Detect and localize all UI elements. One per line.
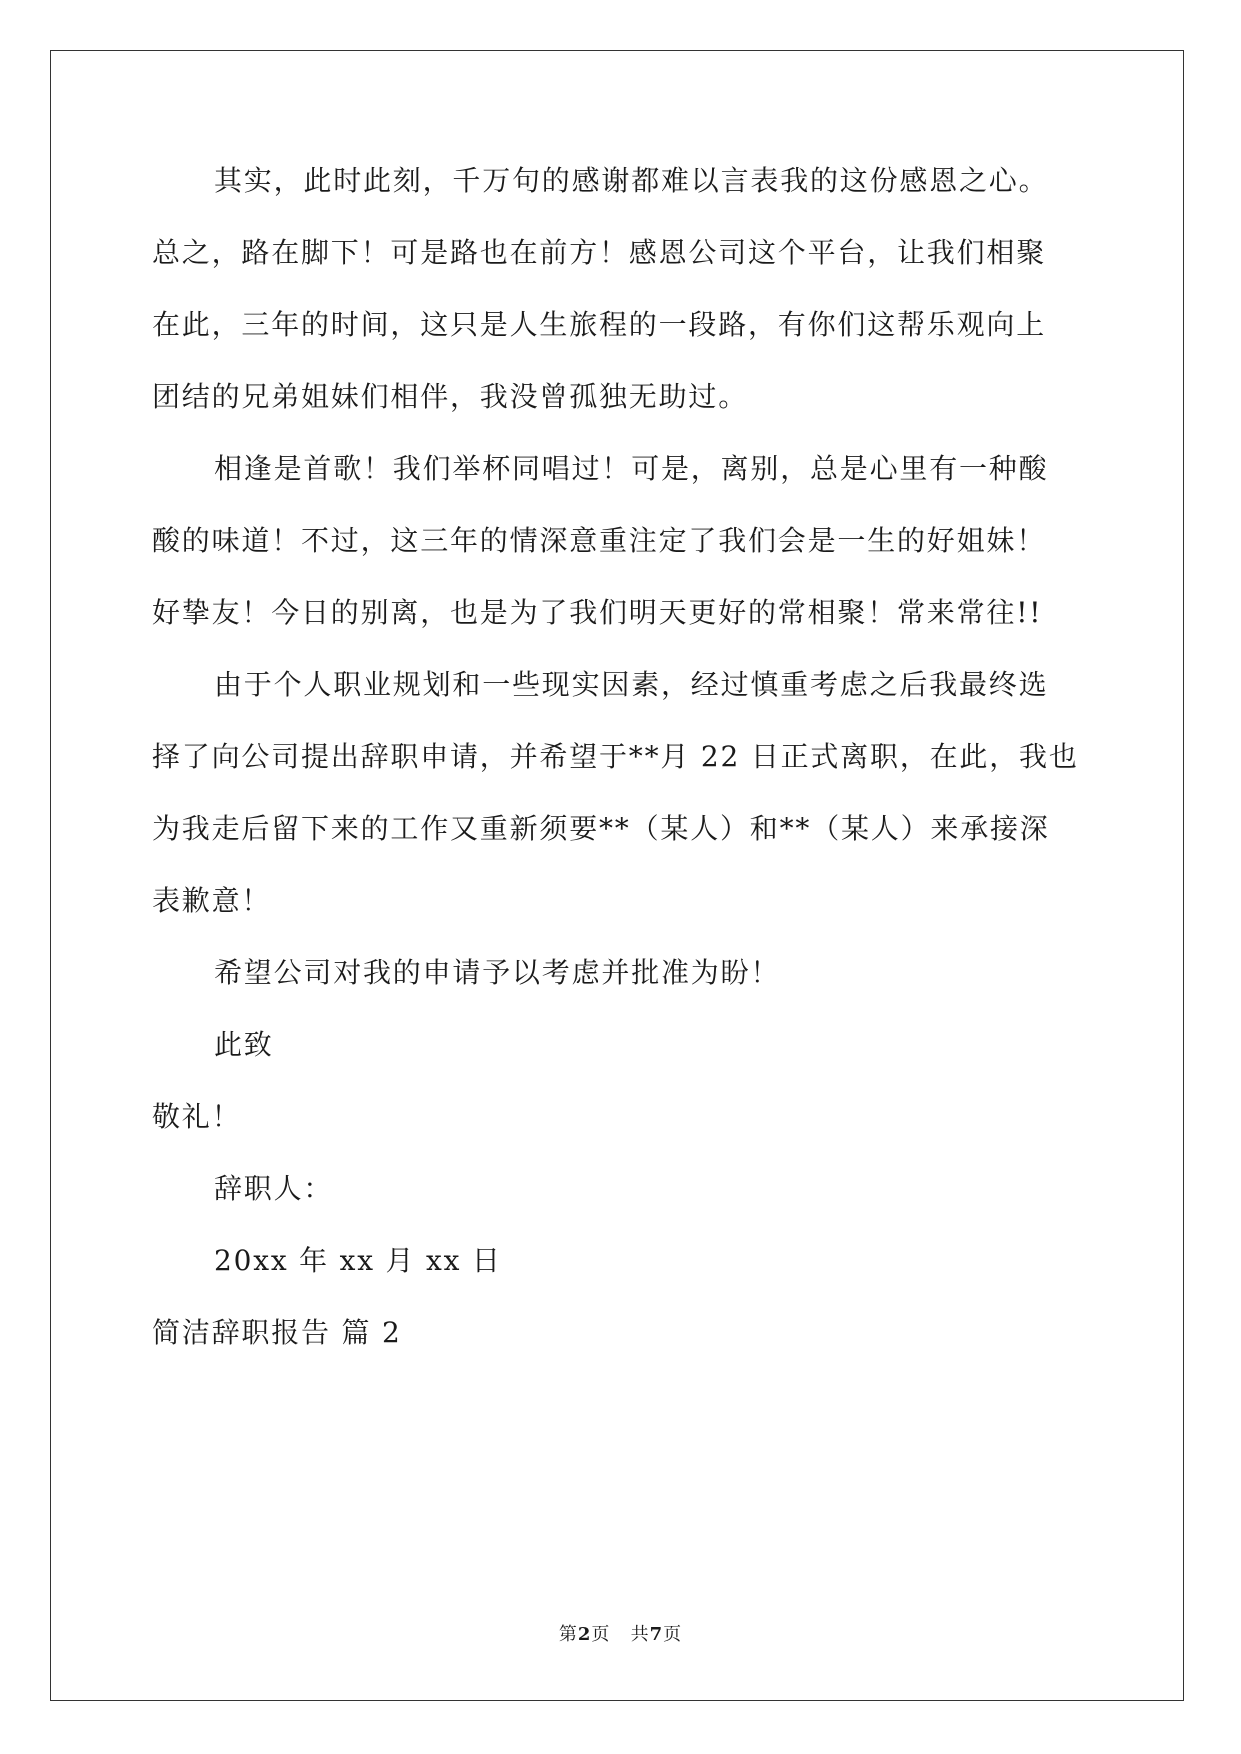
page-footer <box>0 1623 1241 1647</box>
total-page-count: 7 <box>649 1624 664 1645</box>
paragraph-line: 为我走后留下来的工作又重新须要**（某人）和**（某人）来承接深 <box>152 812 1050 845</box>
paragraph-line: 希望公司对我的申请予以考虑并批准为盼！ <box>214 956 781 989</box>
date-line: 20xx 年 xx 月 xx 日 <box>214 1244 502 1277</box>
page-suffix: 页 <box>591 1624 611 1645</box>
page-prefix: 第 <box>558 1624 578 1645</box>
paragraph-line: 在此，三年的时间，这只是人生旅程的一段路，有你们这帮乐观向上 <box>152 308 1047 341</box>
total-suffix: 页 <box>663 1624 683 1645</box>
paragraph-line: 表歉意！ <box>152 884 272 917</box>
signature-label: 辞职人： <box>214 1172 334 1205</box>
paragraph-line: 总之，路在脚下！可是路也在前方！感恩公司这个平台，让我们相聚 <box>152 236 1047 269</box>
paragraph-line: 相逢是首歌！我们举杯同唱过！可是，离别，总是心里有一种酸 <box>214 452 1049 485</box>
paragraph-line: 酸的味道！不过，这三年的情深意重注定了我们会是一生的好姐妹！ <box>152 524 1047 557</box>
paragraph-line: 其实，此时此刻，千万句的感谢都难以言表我的这份感恩之心。 <box>214 164 1049 197</box>
paragraph-line: 好挚友！今日的别离，也是为了我们明天更好的常相聚！常来常往!! <box>152 596 1043 629</box>
paragraph-line: 团结的兄弟姐妹们相伴，我没曾孤独无助过。 <box>152 380 749 413</box>
closing-salutation: 此致 <box>214 1028 274 1061</box>
page-border <box>50 50 1184 1701</box>
paragraph-line: 择了向公司提出辞职申请，并希望于**月 22 日正式离职，在此，我也 <box>152 740 1079 773</box>
total-prefix: 共 <box>630 1624 650 1645</box>
section-heading: 简洁辞职报告 篇 2 <box>152 1316 402 1349</box>
paragraph-line: 由于个人职业规划和一些现实因素，经过慎重考虑之后我最终选 <box>214 668 1049 701</box>
closing-regards: 敬礼！ <box>152 1100 242 1133</box>
current-page-number: 2 <box>577 1624 592 1645</box>
